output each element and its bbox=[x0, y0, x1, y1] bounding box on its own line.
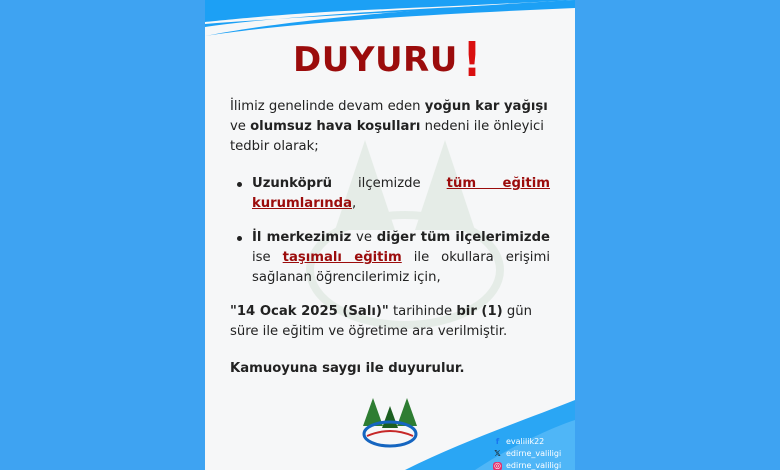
bold-text: diğer tüm ilçelerimizde bbox=[376, 230, 550, 245]
bold-text: "14 Ocak 2025 (Salı)" bbox=[230, 304, 389, 319]
text-segment: ve bbox=[351, 230, 377, 245]
text-segment: tarihinde bbox=[388, 304, 457, 319]
date-paragraph bbox=[230, 302, 550, 342]
text-segment: ile okullara erişimi sağlanan öğrencilerimiz için, bbox=[252, 250, 550, 285]
instagram-icon: ◎ bbox=[494, 461, 501, 470]
closing-paragraph bbox=[230, 359, 550, 379]
text-segment: ilçemizde bbox=[331, 176, 447, 191]
bullet-item bbox=[230, 228, 550, 288]
x-icon: 𝕏 bbox=[494, 449, 501, 458]
exclamation-icon: ! bbox=[463, 32, 481, 88]
edirne-valiligi-logo bbox=[355, 396, 425, 456]
highlighted-text: taşımalı eğitim bbox=[282, 250, 402, 265]
announcement-title: DUYURU bbox=[293, 40, 458, 80]
social-x[interactable] bbox=[493, 448, 561, 460]
announcement-body bbox=[230, 97, 550, 396]
announcement-poster bbox=[205, 0, 575, 470]
bullet-item bbox=[230, 174, 550, 214]
text-segment: nedeni ile önleyici tedbir olarak; bbox=[230, 119, 544, 154]
text-segment: gün süre ile eğitim ve öğretime ara verilmiştir. bbox=[230, 304, 532, 339]
bold-text: Kamuoyuna saygı ile duyurulur. bbox=[230, 361, 465, 376]
social-instagram[interactable] bbox=[493, 460, 561, 470]
social-links bbox=[493, 436, 561, 470]
bold-text: yoğun kar yağışı bbox=[424, 99, 548, 114]
intro-paragraph bbox=[230, 97, 550, 157]
text-segment: ise bbox=[252, 250, 283, 265]
text-segment: , bbox=[351, 196, 357, 211]
facebook-icon: f bbox=[495, 437, 500, 446]
social-handle: edirne_valiligi bbox=[506, 461, 562, 470]
highlighted-text: tüm eğitim kurumlarında bbox=[252, 176, 550, 211]
text-segment: İlimiz genelinde devam eden bbox=[230, 99, 425, 114]
social-facebook[interactable] bbox=[493, 436, 561, 448]
bold-text: olumsuz hava koşulları bbox=[250, 119, 421, 134]
text-segment: ve bbox=[230, 119, 251, 134]
social-handle: edirne_valiligi bbox=[506, 449, 562, 458]
social-handle: evalilik22 bbox=[506, 437, 545, 446]
bold-text: Uzunköprü bbox=[252, 176, 332, 191]
bold-text: İl merkezimiz bbox=[252, 230, 352, 245]
bold-text: bir (1) bbox=[456, 304, 503, 319]
